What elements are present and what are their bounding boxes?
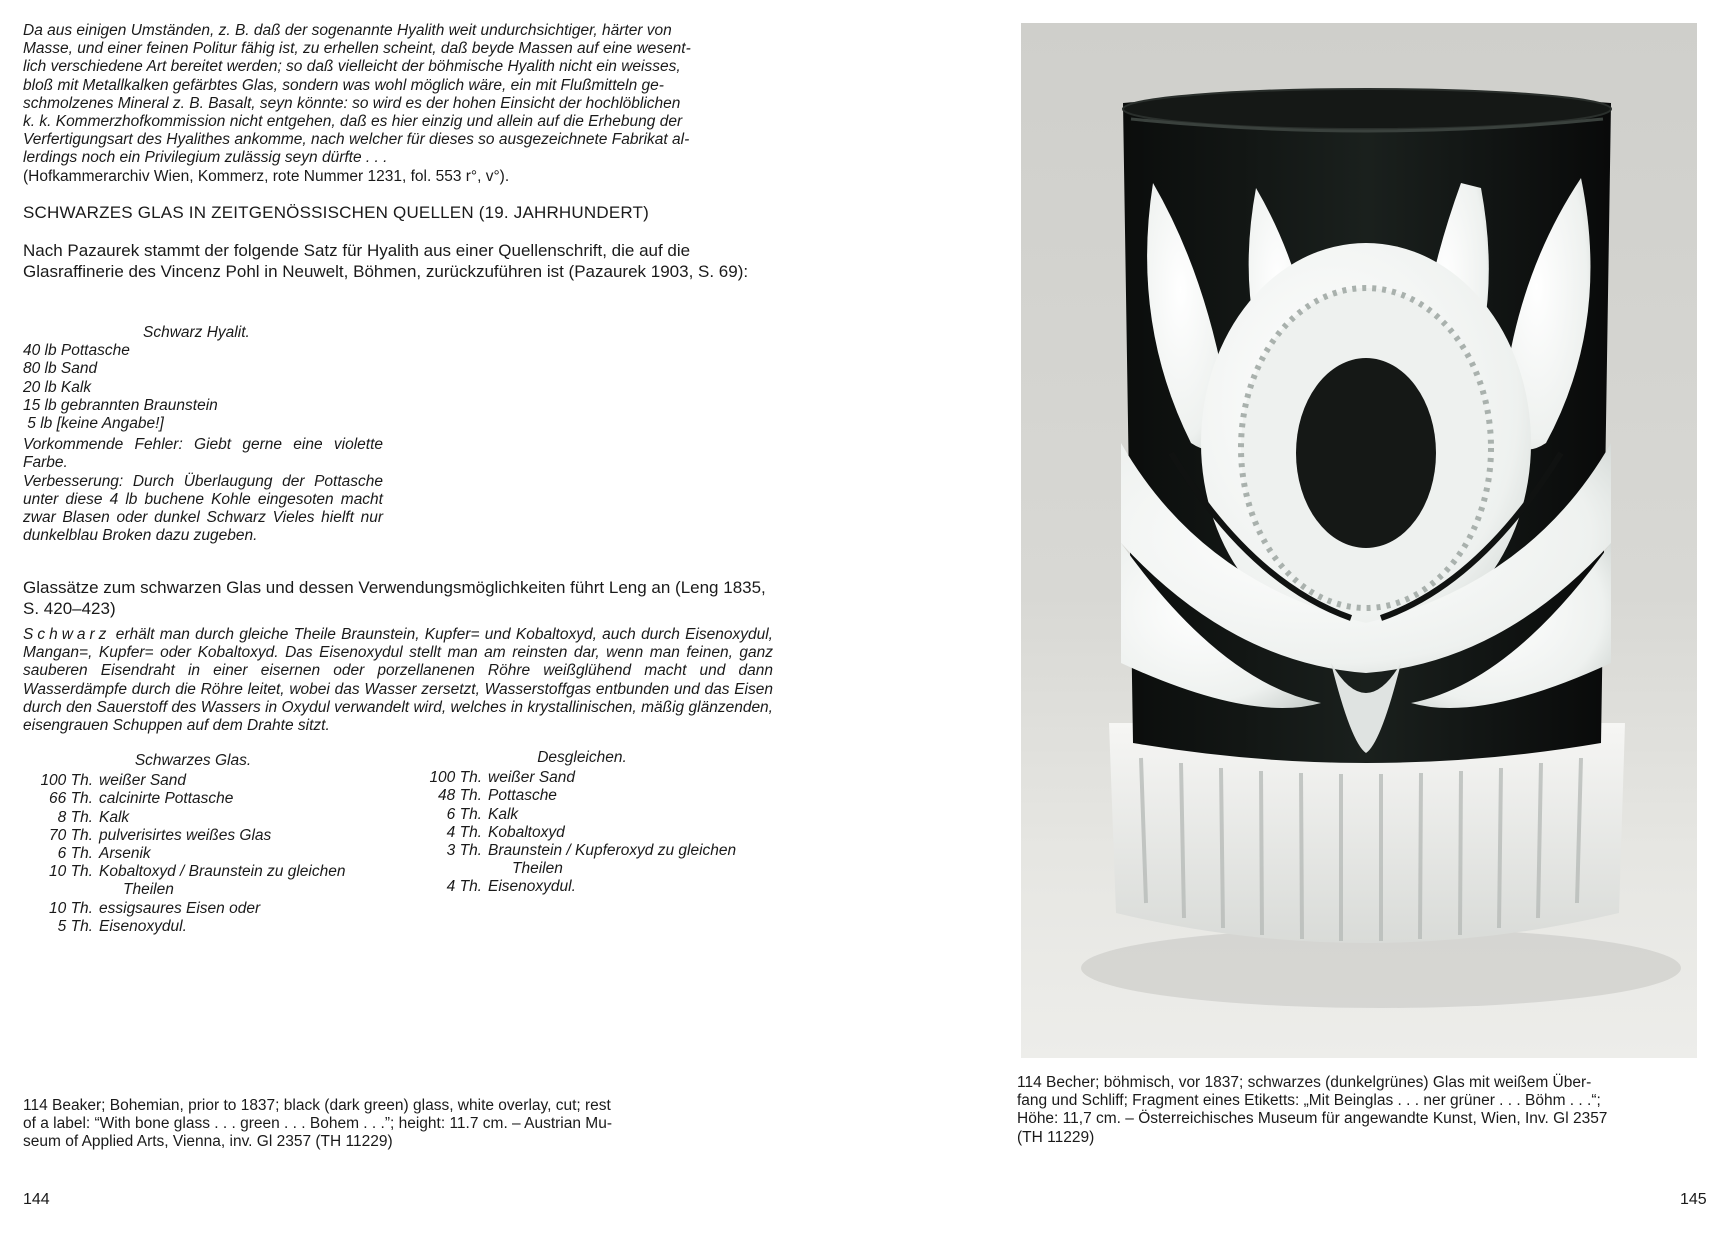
recipe-quantity: 5 Th.: [57, 917, 93, 935]
recipe-row: [23, 809, 393, 827]
caption-line: of a label: “With bone glass . . . green . . . Bohem . . .”; height: 11.7 cm. – Austrian Mu-: [23, 1115, 612, 1133]
recipe-quantity: 100 Th.: [40, 772, 93, 790]
recipe-title: Schwarzes Glas.: [134, 752, 252, 769]
recipe-title: Desgleichen.: [537, 749, 627, 766]
recipe-item: 5 lb [keine Angabe!]: [23, 415, 164, 433]
recipe-row: [412, 860, 782, 878]
caption-line: fang und Schliff; Fragment eines Etiketts: „Mit Beinglas . . . ner grüner . . . Böhm . . .“;: [1017, 1092, 1601, 1110]
recipe-quantity: 6 Th.: [57, 845, 93, 863]
quote-line: Da aus einigen Umständen, z. B. daß der sogenannte Hyalith weit undurchsichtiger, härter von: [23, 22, 672, 39]
recipe-quantity: [23, 881, 99, 899]
quote-line: schmolzenes Mineral z. B. Basalt, seyn könnte: so wird es der hohen Einsicht der hochlöblichen: [23, 94, 681, 112]
recipe-quantity: 4 Th.: [446, 878, 482, 896]
recipe-row: [23, 845, 393, 863]
recipe-row: [23, 900, 393, 918]
recipe-quantity: 70 Th.: [49, 826, 93, 844]
paragraph-pazaurek: Nach Pazaurek stammt der folgende Satz für Hyalith aus einer Quellenschrift, die auf die Glasraffinerie des Vincenz Pohl in Neuwelt, Böhmen, zurückzuführen ist (Pazaurek 1903, S. 69):: [23, 241, 749, 281]
recipe-row: [23, 881, 393, 899]
recipe-row: [23, 863, 393, 881]
recipe-schwarzes-glas: [23, 752, 393, 936]
recipe-item: 20 lb Kalk: [23, 378, 92, 396]
recipe-quantity: 6 Th.: [446, 805, 482, 823]
recipe-ingredient: Eisenoxydul.: [99, 917, 187, 935]
recipe-row: [23, 772, 393, 790]
caption-german: [1017, 1074, 1697, 1147]
recipe-ingredient: Theilen: [123, 881, 174, 899]
intro-quote: [23, 22, 773, 186]
recipe-title: Schwarz Hyalit.: [143, 324, 250, 341]
caption-line: 114 Beaker; Bohemian, prior to 1837; black (dark green) glass, white overlay, cut; rest: [23, 1097, 611, 1114]
recipe-row: [412, 842, 782, 860]
recipe-ingredient: Kalk: [488, 805, 519, 823]
beaker-photo: [1021, 23, 1697, 1058]
recipe-ingredient: weißer Sand: [99, 772, 187, 790]
caption-line: Höhe: 11,7 cm. – Österreichisches Museum für angewandte Kunst, Wien, Inv. Gl 2357: [1017, 1110, 1608, 1128]
recipe-ingredient: Kobaltoxyd / Braunstein zu gleichen: [99, 863, 346, 881]
recipe-ingredient: Braunstein / Kupferoxyd zu gleichen: [488, 842, 737, 860]
recipe-item: 15 lb gebrannten Braunstein: [23, 396, 218, 414]
recipe-ingredient: Theilen: [512, 860, 563, 878]
page-number: 144: [23, 1191, 50, 1208]
recipe-item: 40 lb Pottasche: [23, 342, 130, 360]
recipe-ingredient: Pottasche: [488, 787, 557, 805]
recipe-ingredient: Arsenik: [99, 845, 151, 863]
recipe-row: [412, 769, 782, 787]
recipe-ingredient: Kobaltoxyd: [488, 823, 565, 841]
caption-line: 114 Becher; böhmisch, vor 1837; schwarzes (dunkelgrünes) Glas mit weißem Über-: [1017, 1074, 1592, 1091]
recipe-row: [412, 878, 782, 896]
recipe-ingredient: pulverisirtes weißes Glas: [99, 826, 272, 844]
caption-english: [23, 1097, 713, 1152]
recipe-fehler: Vorkommende Fehler: Giebt gerne eine violette Farbe.: [23, 436, 383, 472]
recipe-desgleichen: [412, 749, 782, 897]
recipe-row: [412, 824, 782, 842]
left-page: [0, 0, 866, 1251]
recipe-quantity: 8 Th.: [57, 808, 93, 826]
caption-line: (TH 11229): [1017, 1128, 1095, 1146]
leng-quote-text: erhält man durch gleiche Theile Braunstein, Kupfer= und Kobaltoxyd, auch durch Eisenoxydul, Mangan=, Kupfer= oder Kobaltoxyd. Das Eisenoxydul stellt man am reinsten dar, wenn man feinen, ganz sauberen Eisendraht in einer eisernen oder porzellanenen Röhre weißglühend macht und dann Wasserdämpfe durch die Röhre leitet, wobei das Wasser zersetzt, Wasserstoffgas entbunden und das Eisen durch den Sauerstoff des Wassers in Oxydul verwandelt wird, welches in krystallinischen, mäßig glänzenden, eisengrauen Schuppen auf dem Drahte sitzt.: [23, 626, 773, 735]
recipe-row: [23, 918, 393, 936]
quote-line: lich verschiedene Art bereitet werden; so daß vielleicht der böhmische Hyalith nicht ein weisses,: [23, 58, 681, 76]
quote-line: bloß mit Metallkalken gefärbtes Glas, sondern was wohl möglich wäre, ein mit Flußmitteln ge-: [23, 76, 664, 94]
recipe-ingredient: essigsaures Eisen oder: [99, 899, 261, 917]
recipe-ingredient: Eisenoxydul.: [488, 878, 576, 896]
recipe-row: [412, 787, 782, 805]
recipe-ingredient: weißer Sand: [488, 769, 576, 787]
recipe-quantity: 66 Th.: [49, 790, 93, 808]
recipe-quantity: [412, 860, 488, 878]
quote-source: (Hofkammerarchiv Wien, Kommerz, rote Nummer 1231, fol. 553 r°, v°).: [23, 167, 510, 185]
recipe-quantity: 3 Th.: [446, 842, 482, 860]
page-number: 145: [1680, 1191, 1707, 1208]
recipe-row: [23, 827, 393, 845]
quote-line: lerdings noch ein Privilegium zulässig seyn dürfte . . .: [23, 149, 388, 167]
recipe-quantity: 10 Th.: [49, 863, 93, 881]
recipe-row: [412, 806, 782, 824]
quote-line: k. k. Kommerzhofkommission nicht entgehen, daß es hier einzig und allein auf die Erhebung der: [23, 113, 683, 131]
caption-line: seum of Applied Arts, Vienna, inv. Gl 2357 (TH 11229): [23, 1133, 393, 1151]
recipe-row: [23, 790, 393, 808]
spaced-word: Schwarz: [23, 626, 111, 643]
recipe-quantity: 100 Th.: [429, 769, 482, 787]
recipe-ingredient: calcinirte Pottasche: [99, 790, 234, 808]
leng-quote: [23, 626, 773, 735]
quote-line: Verfertigungsart des Hyalithes ankomme, nach welcher für dieses so ausgezeichnete Fabrikat al-: [23, 131, 690, 149]
section-heading: SCHWARZES GLAS IN ZEITGENÖSSISCHEN QUELLEN (19. JAHRHUNDERT): [23, 203, 649, 222]
recipe-quantity: 4 Th.: [446, 823, 482, 841]
paragraph-leng: Glassätze zum schwarzen Glas und dessen Verwendungsmöglichkeiten führt Leng an (Leng 1835, S. 420–423): [23, 578, 766, 618]
recipe-verbesserung: Verbesserung: Durch Überlaugung der Pottasche unter diese 4 lb buchene Kohle eingesoten macht zwar Blasen oder dunkel Schwarz Vieles hielft nur dunkelblau Broken dazu zugeben.: [23, 472, 383, 545]
recipe-item: 80 lb Sand: [23, 360, 98, 378]
recipe-quantity: 10 Th.: [49, 899, 93, 917]
recipe-ingredient: Kalk: [99, 808, 130, 826]
recipe-quantity: 48 Th.: [438, 787, 482, 805]
hyalit-recipe: [23, 324, 383, 545]
quote-line: Masse, und einer feinen Politur fähig ist, zu erhellen scheint, daß beyde Massen auf eine wesent-: [23, 40, 691, 58]
